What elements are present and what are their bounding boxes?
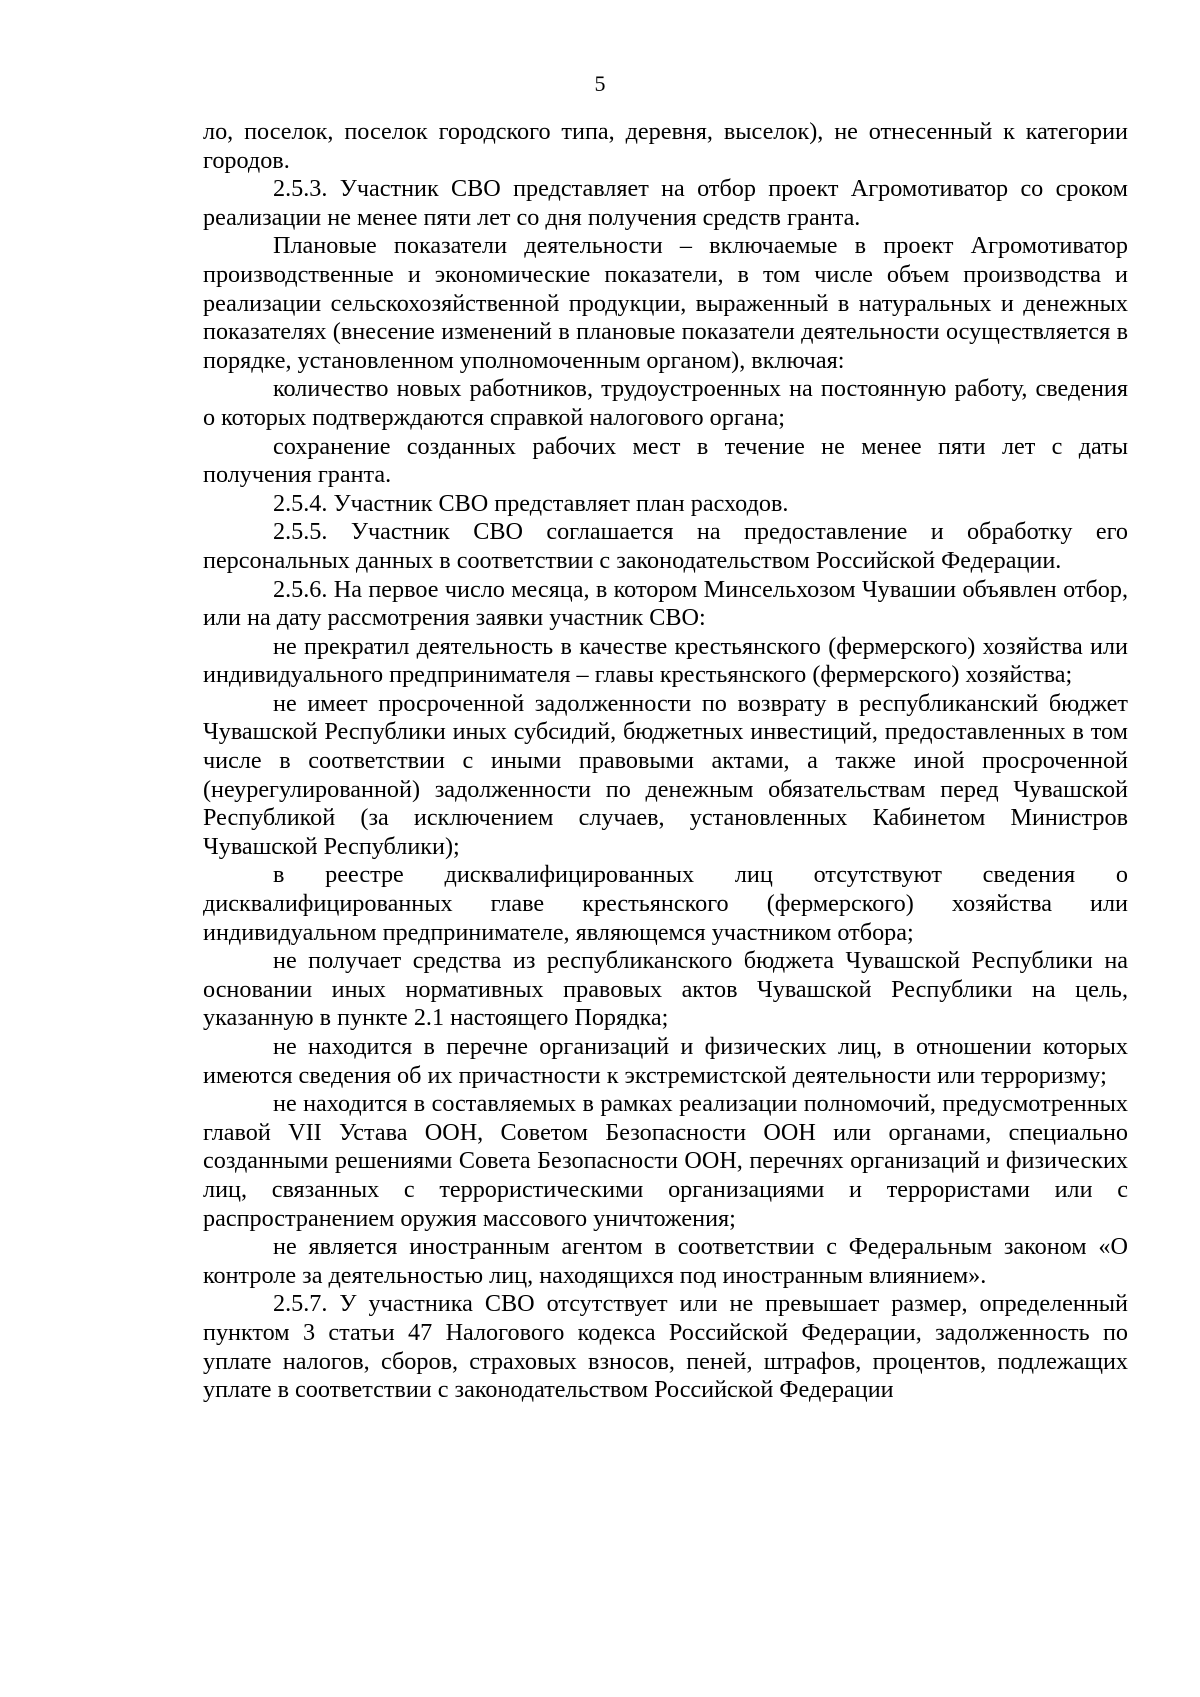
paragraph: не прекратил деятельность в качестве крестьянского (фермерского) хозяйства или индивидуального предпринимателя – главы крестьянского (фермерского) хозяйства; <box>203 632 1128 689</box>
document-body <box>203 118 1128 1405</box>
paragraph: 2.5.3. Участник СВО представляет на отбор проект Агромотиватор со сроком реализации не менее пяти лет со дня получения средств гранта. <box>203 175 1128 231</box>
page-number: 5 <box>594 71 606 96</box>
paragraph: 2.5.5. Участник СВО соглашается на предоставление и обработку его персональных данных в соответствии с законодательством Российской Федерации. <box>203 518 1128 574</box>
paragraph: не находится в перечне организаций и физических лиц, в отношении которых имеются сведения об их причастности к экстремистской деятельности или терроризму; <box>203 1033 1128 1089</box>
paragraph: не имеет просроченной задолженности по возврату в республиканский бюджет Чувашской Республики иных субсидий, бюджетных инвестиций, предоставленных в том числе в соответствии с иными правовыми актами, а также иной просроченной (неурегулированной) задолженности по денежным обязательствам перед Чувашской Республикой (за исключением случаев, установленных Кабинетом Министров Чувашской Республики); <box>203 689 1128 860</box>
paragraph: 2.5.7. У участника СВО отсутствует или не превышает размер, определенный пунктом 3 статьи 47 Налогового кодекса Российской Федерации, задолженность по уплате налогов, сборов, страховых взносов, пеней, штрафов, процентов, подлежащих уплате в соответствии с законодательством Российской Федерации <box>203 1290 1128 1404</box>
paragraph: 2.5.6. На первое число месяца, в котором Минсельхозом Чувашии объявлен отбор, или на дату рассмотрения заявки участник СВО: <box>203 575 1128 632</box>
paragraph: количество новых работников, трудоустроенных на постоянную работу, сведения о которых подтверждаются справкой налогового органа; <box>203 375 1128 431</box>
paragraph: не находится в составляемых в рамках реализации полномочий, предусмотренных главой VII Устава ООН, Советом Безопасности ООН или органами, специально созданными решениями Совета Безопасности ООН, перечнях организаций и физических лиц, связанных с террористическими организациями и террористами или с распространением оружия массового уничтожения; <box>203 1090 1128 1232</box>
paragraph: ло, поселок, поселок городского типа, деревня, выселок), не отнесенный к категории городов. <box>203 118 1128 174</box>
paragraph: не является иностранным агентом в соответствии с Федеральным законом «О контроле за деятельностью лиц, находящихся под иностранным влиянием». <box>203 1233 1128 1289</box>
paragraph: не получает средства из республиканского бюджета Чувашской Республики на основании иных нормативных правовых актов Чувашской Республики на цель, указанную в пункте 2.1 настоящего Порядка; <box>203 947 1128 1032</box>
paragraph: Плановые показатели деятельности – включаемые в проект Агромотиватор производственные и экономические показатели, в том числе объем производства и реализации сельскохозяйственной продукции, выраженный в натуральных и денежных показателях (внесение изменений в плановые показатели деятельности осуществляется в порядке, установленном уполномоченным органом), включая: <box>203 232 1128 374</box>
paragraph: в реестре дисквалифицированных лиц отсутствуют сведения о дисквалифицированных главе крестьянского (фермерского) хозяйства или индивидуальном предпринимателе, являющемся участником отбора; <box>203 861 1128 946</box>
paragraph: сохранение созданных рабочих мест в течение не менее пяти лет с даты получения гранта. <box>203 432 1128 489</box>
paragraph: 2.5.4. Участник СВО представляет план расходов. <box>273 489 789 517</box>
